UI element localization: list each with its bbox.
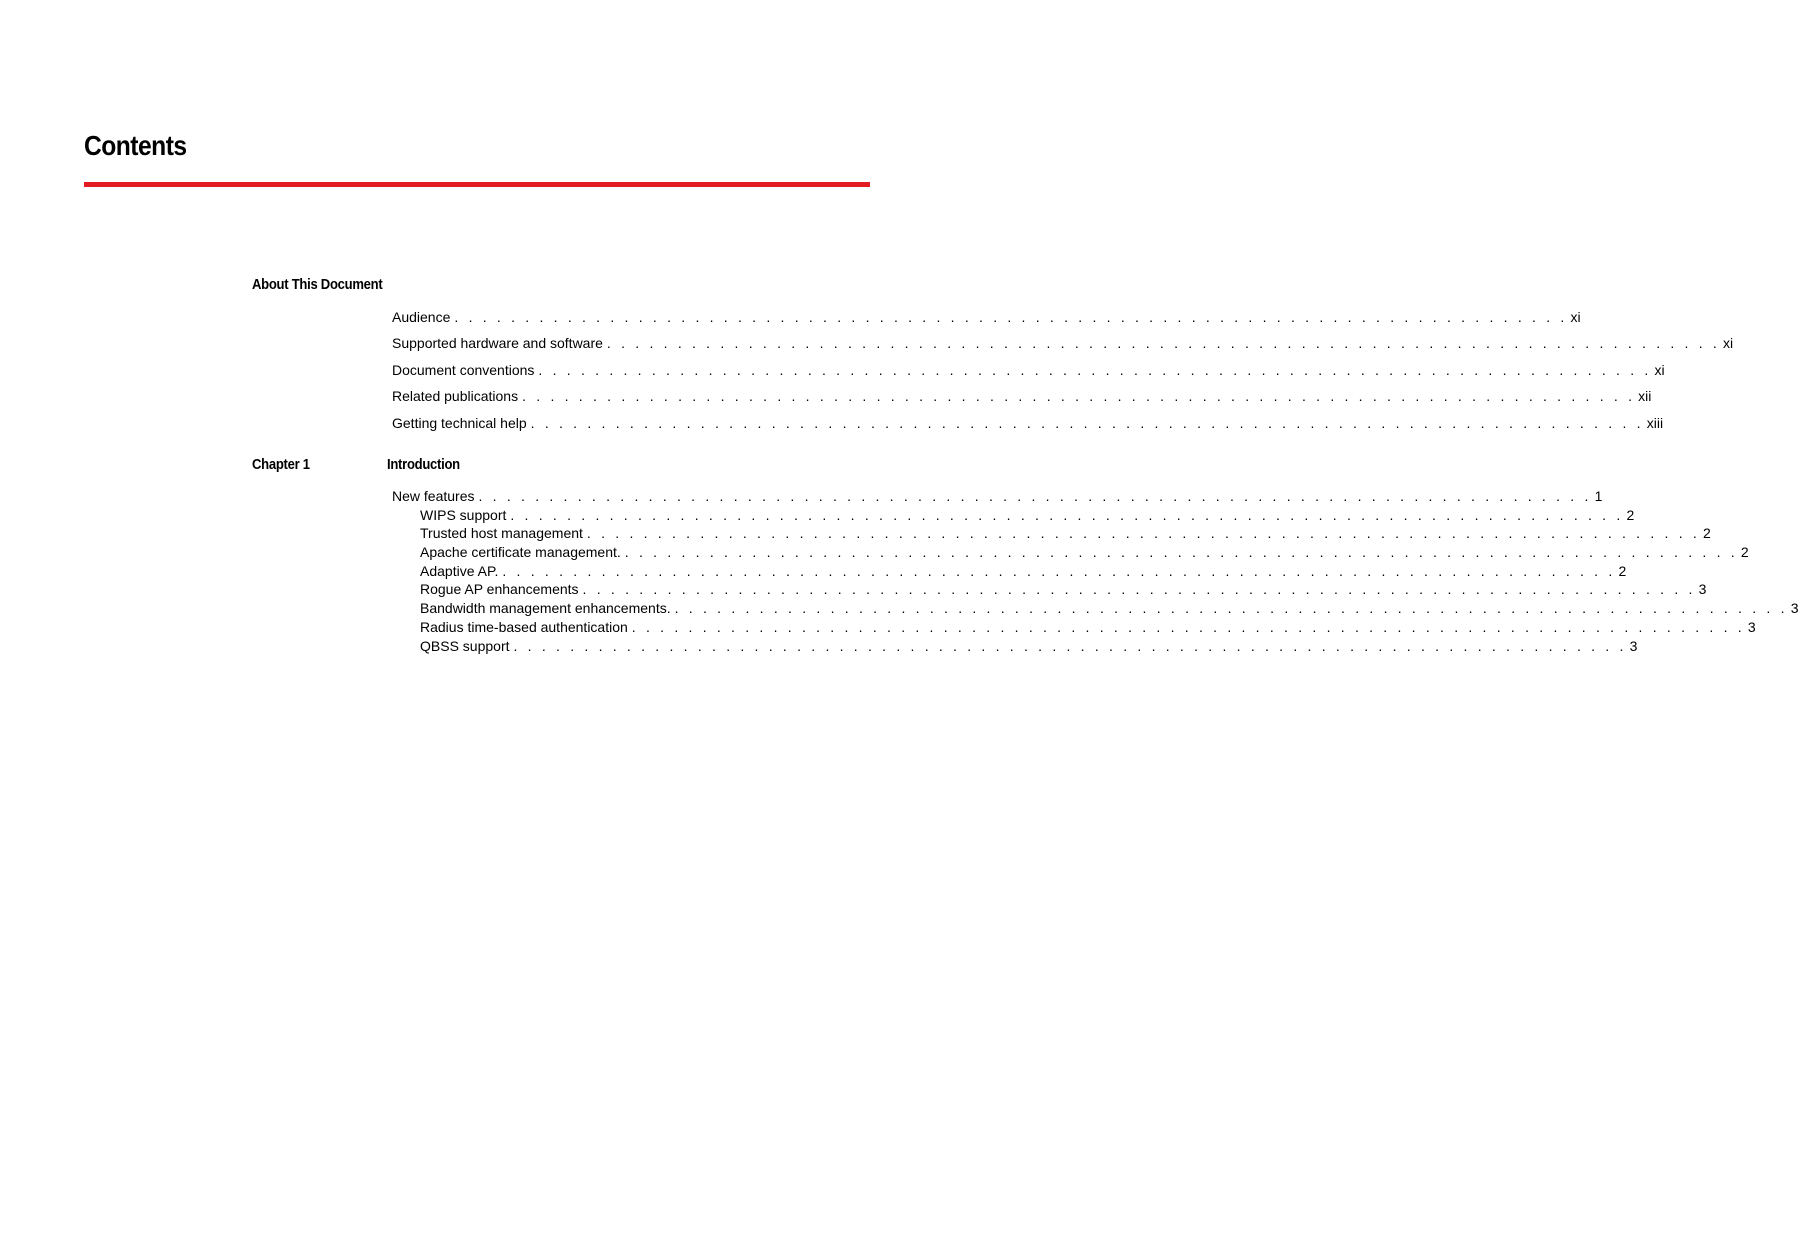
toc-leader: . . . . . . . . . . . . . . . . . . . . . . . . . . . . . . . . . . . . . . . . . . . . . . . . . . . . . . . . . . . . . . . . . . . . . . . . . . . . . . .	[606, 335, 1720, 351]
toc-entry-new-features[interactable]	[392, 487, 1603, 505]
toc-page-number: 2	[1702, 525, 1711, 541]
toc-entry-audience[interactable]	[392, 308, 1581, 326]
toc-page-number: 2	[1740, 544, 1749, 560]
toc-entry-title: Radius time-based authentication	[420, 619, 628, 635]
toc-entry-qbss-support[interactable]	[420, 637, 1638, 655]
toc-page-number: xi	[1654, 362, 1665, 378]
toc-page-number: 3	[1790, 600, 1798, 616]
toc-entry-title: Trusted host management	[420, 525, 583, 541]
toc-page-number: 3	[1629, 638, 1638, 654]
toc-entry-radius-auth[interactable]	[420, 618, 1756, 636]
toc-page-number: 2	[1618, 563, 1627, 579]
toc-entry-title: Audience	[392, 309, 451, 325]
toc-entry-technical-help[interactable]	[392, 414, 1664, 432]
toc-entry-title: Rogue AP enhancements	[420, 581, 579, 597]
toc-leader: . . . . . . . . . . . . . . . . . . . . . . . . . . . . . . . . . . . . . . . . . . . . . . . . . . . . . . . . . . . . . . . . . . . . . . . . . . . . . . .	[631, 619, 1745, 635]
toc-entry-title: Document conventions	[392, 362, 535, 378]
toc-page-number: 3	[1698, 581, 1707, 597]
toc-entry-title: Related publications	[392, 388, 519, 404]
toc-entry-wips-support[interactable]	[420, 506, 1635, 524]
toc-leader: . . . . . . . . . . . . . . . . . . . . . . . . . . . . . . . . . . . . . . . . . . . . . . . . . . . . . . . . . . . . . . . . . . . . . . . . . . . . . . .	[582, 581, 1696, 597]
toc-leader: . . . . . . . . . . . . . . . . . . . . . . . . . . . . . . . . . . . . . . . . . . . . . . . . . . . . . . . . . . . . . . . . . . . . . . . . . . . . . . .	[586, 525, 1700, 541]
toc-leader: . . . . . . . . . . . . . . . . . . . . . . . . . . . . . . . . . . . . . . . . . . . . . . . . . . . . . . . . . . . . . . . . . . . . . . . . . . . . . . .	[522, 388, 1636, 404]
toc-page-number: 2	[1626, 507, 1635, 523]
toc-entry-title: Bandwidth management enhancements.	[420, 600, 671, 616]
toc-leader: . . . . . . . . . . . . . . . . . . . . . . . . . . . . . . . . . . . . . . . . . . . . . . . . . . . . . . . . . . . . . . . . . . . . . . . . . . . . . . .	[538, 362, 1652, 378]
toc-entry-title: New features	[392, 488, 475, 504]
page-title: Contents	[84, 130, 187, 161]
toc-entry-related-publications[interactable]	[392, 387, 1652, 405]
toc-entry-title: WIPS support	[420, 507, 507, 523]
toc-entry-title: Adaptive AP.	[420, 563, 499, 579]
chapter-label: Chapter 1	[252, 457, 310, 473]
toc-leader: . . . . . . . . . . . . . . . . . . . . . . . . . . . . . . . . . . . . . . . . . . . . . . . . . . . . . . . . . . . . . . . . . . . . . . . . . . . . . . .	[513, 638, 1627, 654]
toc-entry-supported-hardware[interactable]	[392, 334, 1734, 352]
toc-entry-title: Supported hardware and software	[392, 335, 603, 351]
title-rule	[84, 182, 870, 187]
toc-entry-bandwidth-management[interactable]	[420, 599, 1798, 617]
toc-leader: . . . . . . . . . . . . . . . . . . . . . . . . . . . . . . . . . . . . . . . . . . . . . . . . . . . . . . . . . . . . . . . . . . . . . . . . . . . . . . .	[510, 507, 1624, 523]
toc-leader: . . . . . . . . . . . . . . . . . . . . . . . . . . . . . . . . . . . . . . . . . . . . . . . . . . . . . . . . . . . . . . . . . . . . . . . . . . . . . . .	[530, 415, 1644, 431]
toc-leader: . . . . . . . . . . . . . . . . . . . . . . . . . . . . . . . . . . . . . . . . . . . . . . . . . . . . . . . . . . . . . . . . . . . . . . . . . . . . . . .	[624, 544, 1738, 560]
toc-entry-trusted-host[interactable]	[420, 524, 1711, 542]
chapter-title: Introduction	[387, 457, 460, 473]
section-heading-about: About This Document	[252, 277, 383, 293]
toc-page-number: xii	[1638, 388, 1652, 404]
toc-leader: . . . . . . . . . . . . . . . . . . . . . . . . . . . . . . . . . . . . . . . . . . . . . . . . . . . . . . . . . . . . . . . . . . . . . . . . . . . . . . .	[478, 488, 1592, 504]
toc-leader: . . . . . . . . . . . . . . . . . . . . . . . . . . . . . . . . . . . . . . . . . . . . . . . . . . . . . . . . . . . . . . . . . . . . . . . . . . . . . . .	[674, 600, 1788, 616]
toc-entry-document-conventions[interactable]	[392, 361, 1665, 379]
toc-entry-title: QBSS support	[420, 638, 510, 654]
toc-page-number: 1	[1594, 488, 1603, 504]
toc-entry-title: Apache certificate management.	[420, 544, 621, 560]
toc-leader: . . . . . . . . . . . . . . . . . . . . . . . . . . . . . . . . . . . . . . . . . . . . . . . . . . . . . . . . . . . . . . . . . . . . . . . . . . . . . . .	[454, 309, 1568, 325]
toc-entry-title: Getting technical help	[392, 415, 527, 431]
toc-page-number: xi	[1723, 335, 1734, 351]
toc-entry-rogue-ap[interactable]	[420, 580, 1707, 598]
toc-entry-apache-certificate[interactable]	[420, 543, 1749, 561]
toc-leader: . . . . . . . . . . . . . . . . . . . . . . . . . . . . . . . . . . . . . . . . . . . . . . . . . . . . . . . . . . . . . . . . . . . . . . . . . . . . . . .	[502, 563, 1616, 579]
toc-page-number: 3	[1747, 619, 1756, 635]
toc-page-number: xiii	[1646, 415, 1664, 431]
toc-page-number: xi	[1570, 309, 1581, 325]
toc-entry-adaptive-ap[interactable]	[420, 562, 1627, 580]
